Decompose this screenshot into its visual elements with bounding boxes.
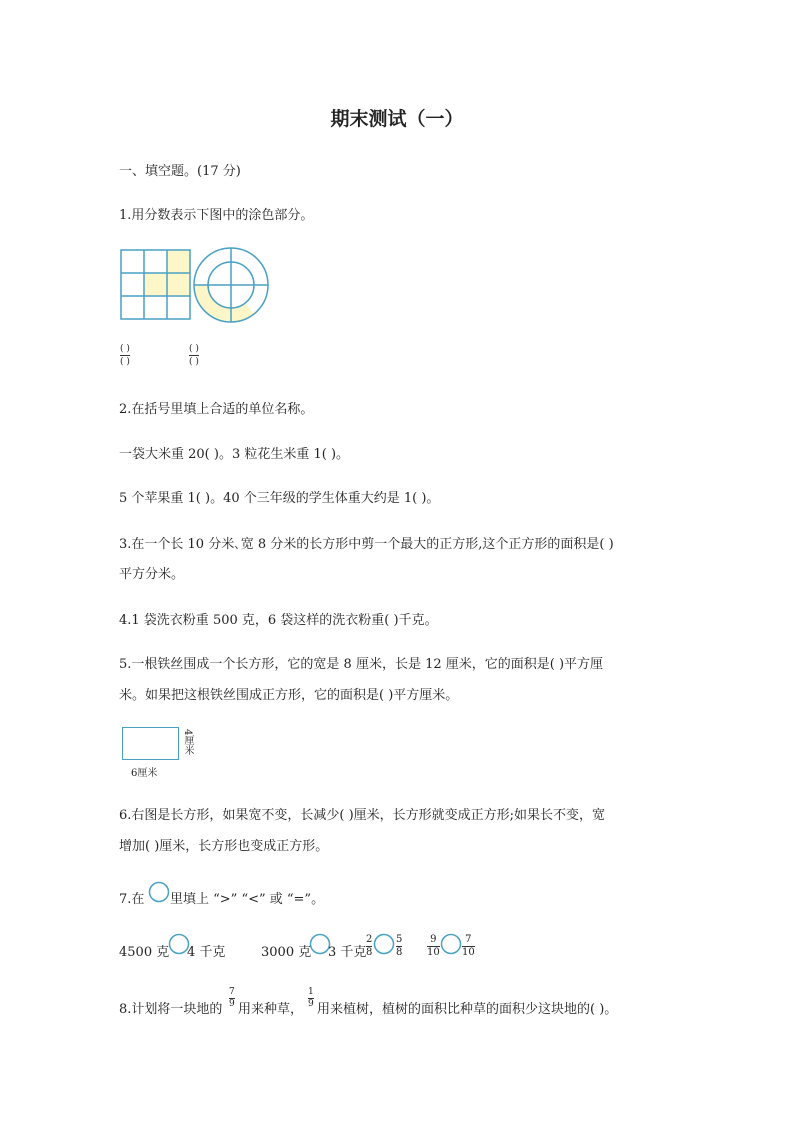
shaded-cell (167, 273, 190, 296)
question-2-line-2: 5 个苹果重 1( )。40 个三年级的学生体重大约是 1( )。 (119, 491, 440, 506)
compare-circle-c[interactable] (373, 933, 395, 955)
question-8-part-2: 用来种草， (238, 1002, 304, 1017)
fraction-7-9: 7 9 (229, 987, 235, 1009)
question-1: 1.用分数表示下图中的涂色部分。 (119, 208, 314, 223)
compare-b-left: 3000 克 (261, 945, 312, 960)
answer-fraction-2[interactable]: ( ) ( ) (189, 344, 199, 367)
circle-figure (192, 246, 270, 324)
shaded-cell (144, 273, 167, 296)
fraction-9-10: 9 10 (427, 934, 440, 958)
compare-a-right: 4 千克 (187, 945, 226, 960)
fraction-2-8: 2 8 (366, 934, 373, 958)
rectangle-height-label: 4厘米 (182, 729, 193, 756)
question-4: 4.1 袋洗衣粉重 500 克，6 袋这样的洗衣粉重( )千克。 (119, 613, 438, 628)
question-5-line-2: 米。如果把这根铁丝围成正方形，它的面积是( )平方厘米。 (119, 688, 459, 703)
fraction-1-9: 1 9 (308, 987, 314, 1009)
compare-circle-d[interactable] (440, 933, 462, 955)
answer-fraction-1[interactable]: ( ) ( ) (120, 344, 130, 367)
compare-a-left: 4500 克 (119, 945, 170, 960)
question-3-line-1: 3.在一个长 10 分米､宽 8 分米的长方形中剪一个最大的正方形,这个正方形的面积是( ) (119, 537, 614, 552)
compare-b-right: 3 千克 (328, 945, 367, 960)
question-7-prefix: 7.在 (119, 892, 145, 907)
question-8-part-1: 8.计划将一块地的 (119, 1002, 223, 1017)
rectangle-figure (122, 727, 179, 760)
question-2-line-1: 一袋大米重 20( )。3 粒花生米重 1( )。 (119, 447, 350, 462)
question-6-line-1: 6.右图是长方形，如果宽不变，长减少( )厘米，长方形就变成正方形;如果长不变，宽 (119, 808, 606, 823)
question-7-suffix: 里填上 “>” “<” 或 “=”。 (170, 892, 325, 907)
grid-figure (120, 249, 192, 321)
compare-circle-icon (148, 881, 170, 903)
fraction-7-10: 7 10 (462, 934, 475, 958)
question-2: 2.在括号里填上合适的单位名称。 (119, 402, 314, 417)
rectangle-width-label: 6厘米 (131, 768, 158, 779)
question-5-line-1: 5.一根铁丝围成一个长方形，它的宽是 8 厘米，长是 12 厘米，它的面积是( )平方厘 (119, 657, 604, 672)
question-3-line-2: 平方分米。 (119, 567, 185, 582)
shaded-cell (167, 250, 190, 273)
fraction-5-8: 5 8 (396, 934, 403, 958)
question-8-part-3: 用来植树，植树的面积比种草的面积少这块地的( )。 (317, 1002, 618, 1017)
section-heading: 一、填空题。(17 分) (119, 164, 241, 179)
question-6-line-2: 增加( )厘米，长方形也变成正方形。 (119, 839, 329, 854)
page-title: 期末测试（一） (330, 108, 464, 130)
